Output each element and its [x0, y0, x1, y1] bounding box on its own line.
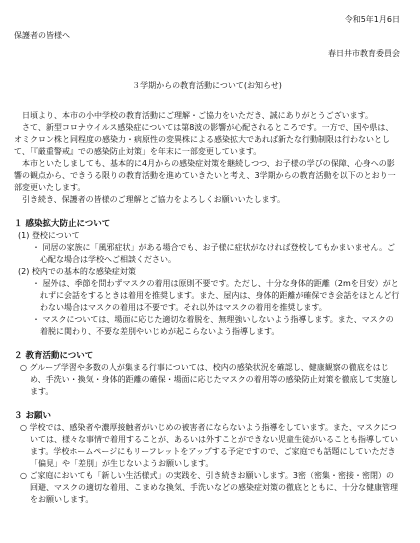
section-heading: ２ 教育活動について — [14, 351, 94, 361]
issue-date: 令和5年1月6日 — [344, 15, 400, 24]
section-heading: ３ お願い — [14, 411, 51, 421]
intro-paragraph: 本市といたしましても、基本的に4月からの感染症対策を継続しつつ、お子様の学びの保障、心身への影響の観点から、できうる限りの教育活動を進めていきたいと考え、3学期からの教育活動を以下のとおり一部変更いたします。 — [14, 159, 396, 192]
circle-item: ○ ご家庭においても「新しい生活様式」の実践を、引き続きお願いします。3密（密集・密接・密閉）の回避、マスクの適切な着用、こまめな換気、手洗いなどの感染症対策の徹底とともに、十分な健康管理をお願いします。 — [20, 471, 398, 504]
intro-section — [14, 110, 400, 206]
circle-item: ○ グループ学習や多数の人が集まる行事については、校内の感染状況を確認し、健康観察の徹底をはじめ、手洗い・換気・身体的距離の確保・場面に応じたマスクの着用等の感染防止対策を徹底して実施します。 — [20, 363, 398, 396]
bullet-item: ・ マスクについては、場面に応じた適切な着脱を、無理強いしないよう指導します。また、マスクの着脱に関わり、不要な差別やいじめが起こらないよう指導します。 — [32, 315, 394, 336]
bullet-item: ・ 同居の家族に「風邪症状」がある場合でも、お子様に症状がなければ登校してもかまいません。ご心配な場合は学校へご相談ください。 — [32, 243, 396, 264]
intro-paragraph: さて、新型コロナウイルス感染症については第8波の影響が心配されるところです。一方で、国や県は、オミクロン株と同程度の感染力・病原性の変異株による感染拡大であれば新たな行動制限は行わないとして、「『厳重警戒』での感染防止対策」を年末に一部変更しています。 — [14, 123, 394, 156]
document-title: ３学期からの教育活動について(お知らせ) — [132, 81, 282, 90]
subsection-heading: (1) 登校について — [18, 231, 80, 240]
sender: 春日井市教育委員会 — [328, 49, 400, 58]
section-heading: １ 感染拡大防止について — [14, 219, 111, 229]
subsection-heading: (2) 校内での基本的な感染症対策 — [18, 267, 136, 276]
addressee: 保護者の皆様へ — [14, 31, 70, 40]
circle-item: ○ 学校では、感染者や濃厚接触者がいじめの被害者にならないよう指導をしています。また、マスクについては、様々な事情で着用することが、あるいは外すことができない児童生徒がいることも指導しています。学校ホームページにもリーフレットをアップする予定ですので、ご家庭でも話題にしていただき「偏見」や「差別」が生じないようお願いします。 — [20, 423, 398, 468]
intro-paragraph: 引き続き、保護者の皆様のご理解とご協力をよろしくお願いいたします。 — [22, 195, 286, 204]
intro-paragraph: 日頃より、本市の小中学校の教育活動にご理解・ご協力をいただき、誠にありがとうございます。 — [22, 111, 374, 120]
bullet-item: ・ 屋外は、季節を問わずマスクの着用は原則不要です。ただし、十分な身体的距離（2mを目安）がとれずに会話をするときは着用を推奨します。また、屋内は、身体的距離が確保でき会話をほとんど行わない場合はマスクの着用は不要です。それ以外はマスクの着用を推奨します。 — [32, 279, 400, 312]
